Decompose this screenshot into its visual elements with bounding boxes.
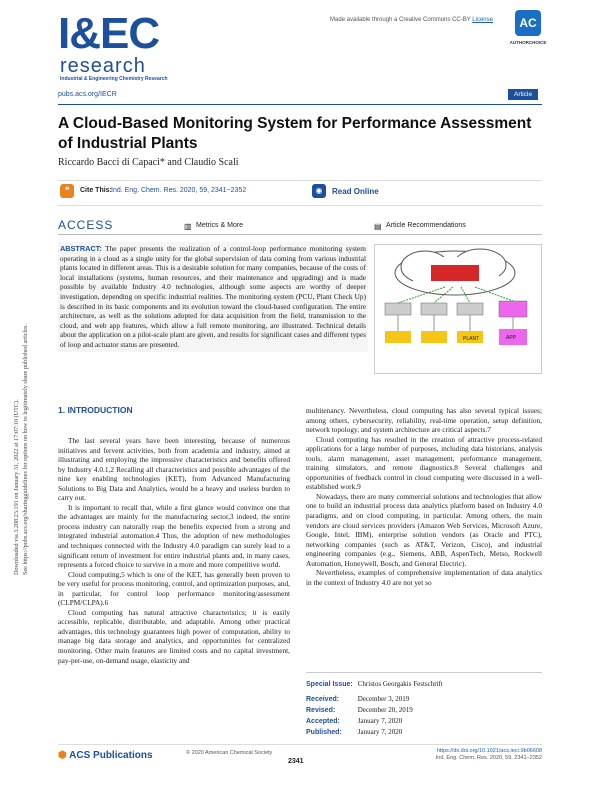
cloud-server-box bbox=[431, 265, 479, 281]
access-row bbox=[58, 218, 542, 235]
node-box bbox=[421, 303, 447, 315]
body-column-1 bbox=[58, 436, 290, 665]
access-label: ACCESS bbox=[58, 218, 114, 232]
footer-doi bbox=[420, 748, 542, 762]
app-box bbox=[499, 301, 527, 317]
bar-chart-icon: ▥ bbox=[184, 222, 192, 231]
paragraph: multitenancy. Nevertheless, cloud computing has also several typical issues; among others, cybersecurity, reliability, real-time operation, setup definition, network topology, and system architecture are critical aspects.7 bbox=[306, 406, 542, 435]
published-value: January 7, 2020 bbox=[357, 728, 403, 736]
plant-box bbox=[421, 331, 447, 343]
paragraph: Cloud computing,5 which is one of the KET, has generally been proven to be very useful for process monitoring, control, and optimization purposes, and, in particular, for control loop performance monitoring/assessment (CLPM/CLPA).6 bbox=[58, 569, 290, 608]
copyright: © 2020 American Chemical Society bbox=[186, 750, 273, 756]
globe-icon[interactable]: ◉ bbox=[312, 184, 326, 198]
plant-box bbox=[385, 331, 411, 343]
authors: Riccardo Bacci di Capaci* and Claudio Scali bbox=[58, 157, 239, 168]
authorchoice-label: AUTHORCHOICE bbox=[509, 40, 547, 45]
special-issue-value: Christos Georgakis Festschrift bbox=[357, 680, 443, 688]
journal-logo: I&EC bbox=[58, 9, 160, 58]
accepted-label: Accepted: bbox=[306, 718, 340, 725]
document-icon: ▤ bbox=[374, 222, 382, 231]
received-label: Received: bbox=[306, 696, 340, 703]
paragraph: It is important to recall that, while a first glance would convince one that the advantages are mainly for the manufacturing sector,3 indeed, the entire process industry can naturally reap the benefits expected from a strong and integrated industrial automation.4 Thus, the adoption of new methodologies and techniques connected with the Industry 4.0 paradigm can surely lead to a significant return of investment for entire industrial plants and, in many cases, represents a forced choice to survive in a more and more competitive world. bbox=[58, 502, 290, 570]
download-note-line2: See https://pubs.acs.org/sharingguidelines for options on how to legitimately share published articles. bbox=[22, 324, 29, 575]
toc-app-label: APP bbox=[506, 335, 517, 341]
article-title: A Cloud-Based Monitoring System for Performance Assessment of Industrial Plants bbox=[58, 115, 532, 152]
doi-link[interactable]: https://dx.doi.org/10.1021/acs.iecr.9b06608 bbox=[436, 748, 542, 754]
accepted-value: January 7, 2020 bbox=[357, 717, 403, 725]
abstract-label: ABSTRACT: bbox=[60, 244, 102, 253]
authorchoice-icon: AC bbox=[515, 10, 541, 36]
read-online-link[interactable]: Read Online bbox=[332, 187, 379, 196]
footer-rule bbox=[58, 744, 542, 745]
journal-url[interactable]: pubs.acs.org/IECR bbox=[58, 91, 117, 98]
article-history bbox=[306, 672, 542, 738]
paragraph: Nevertheless, examples of comprehensive implementation of data analytics in the context of Industry 4.0 are not yet so bbox=[306, 568, 542, 587]
revised-value: December 20, 2019 bbox=[357, 706, 413, 714]
body-column-2 bbox=[306, 406, 542, 587]
node-box bbox=[457, 303, 483, 315]
recommendations-link[interactable]: Article Recommendations bbox=[386, 222, 466, 229]
special-issue-label: Special Issue: bbox=[306, 681, 353, 688]
published-label: Published: bbox=[306, 729, 342, 736]
toc-graphic bbox=[374, 244, 542, 374]
paragraph: Cloud computing has resulted in the creation of attractive process-related applications for a large number of purposes, including data historians, analysis tools, alarm management, asset management, performance management, training simulators, and remote diagnostics.8 Several challenges and opportunities of feedback control in cloud computing were discussed in a well-established work.9 bbox=[306, 434, 542, 492]
received-value: December 3, 2019 bbox=[357, 695, 410, 703]
metrics-link[interactable]: Metrics & More bbox=[196, 222, 244, 229]
abstract-text: The paper presents the realization of a control-loop performance monitoring system operating in a cloud as a single unity for the global supervision of data coming from various industrial plants located in different areas. This is a desirable solution for many companies, because of the costs of local installations (systems, human resources, and their maintenance and upgrading) and is made possible by available Industry 4.0 technologies, although some aspects are worthy of deeper investigation, depending on specific industrial realities. The monitoring system (PCU, Plant Check Up) is described in its basic components and its evolution toward the cloud-based configuration. The entire architecture, as well as the solutions adopted for data acquisition from the field, transmission to the cloud, and web app features, which allow a full remote monitoring, are illustrated. Technical details about the application on a pilot-scale plant are given, and results for significant cases and different types of loop and actuator status are presented. bbox=[60, 244, 366, 349]
received-row bbox=[306, 694, 542, 705]
published-row bbox=[306, 727, 542, 738]
quote-icon: ❝ bbox=[60, 184, 74, 198]
footer-citation: Ind. Eng. Chem. Res. 2020, 59, 2341−2352 bbox=[435, 755, 542, 761]
acs-hex-icon: ⬢ bbox=[58, 750, 67, 761]
paragraph: Cloud computing has natural attractive characteristics; it is easily accessible, replicable, distributable, and adaptable. Among other practical advantages, this technology guarantees high power of computation, ability to manage big data storage and analytics, and opportunities for centralized monitoring. Other main features are limited costs and no capital investment, pay-per-use, on-demand usage, elasticity and bbox=[58, 607, 290, 665]
journal-logo-sub: research bbox=[60, 55, 146, 77]
license-note bbox=[330, 17, 493, 23]
section-heading: 1. INTRODUCTION bbox=[58, 405, 133, 415]
node-box bbox=[385, 303, 411, 315]
acs-publications-logo bbox=[58, 750, 153, 761]
publisher-name: ACS Publications bbox=[69, 750, 153, 761]
journal-logo-tagline: Industrial & Engineering Chemistry Research bbox=[60, 76, 168, 82]
page-number: 2341 bbox=[288, 758, 304, 765]
license-prefix: Made available through a Creative Commons CC-BY bbox=[330, 17, 471, 23]
accepted-row bbox=[306, 716, 542, 727]
header-rule bbox=[58, 92, 542, 105]
article-type-badge: Article bbox=[508, 89, 538, 100]
special-issue-row bbox=[306, 679, 542, 690]
paragraph: Nowadays, there are many commercial solutions and technologies that allow one to build an industrial process data analytics platform based on Industry 4.0 paradigms, and on cloud computing, in particular. Among others, the main vendors are cloud services providers (Amazon Web Services, Microsoft Azure, Google, Intel, IBM), enterprise solution vendors (as Oracle and PTC), networking companies (such as AT&T, Verizon, Cisco), and industrial engineering companies (e.g., Siemens, ABB, AspenTech, Metso, Rockwell Automation, Honeywell, Bosch, and General Electric). bbox=[306, 491, 542, 568]
toc-plant-label: PLANT bbox=[463, 336, 480, 342]
download-note bbox=[6, 220, 36, 580]
abstract bbox=[58, 242, 368, 352]
revised-label: Revised: bbox=[306, 707, 336, 714]
download-note-line1: Downloaded via 3.208.23.191 on January 31, 2022 at 17:07:10 (UTC). bbox=[13, 399, 20, 575]
paragraph: The last several years have been interesting, because of numerous initiatives and fervent activities, both from academia and industry, aimed at illustrating and employing the impressive characteristics and benefits offered by Industry 4.0.1,2 Recalling all characteristics and possible advantages of the nine key enabling technologies (KET), from Advanced Manufacturing Solutions to Big Data and Analytics, would be a heavy and useless burden to carry out. bbox=[58, 436, 290, 503]
cite-link[interactable]: Ind. Eng. Chem. Res. 2020, 59, 2341−2352 bbox=[111, 187, 247, 194]
revised-row bbox=[306, 705, 542, 716]
svg-text:Downloaded via 3.208.23.191 on bbox=[13, 324, 29, 575]
license-link[interactable]: License bbox=[472, 17, 493, 23]
cite-label: Cite This: bbox=[80, 187, 112, 194]
